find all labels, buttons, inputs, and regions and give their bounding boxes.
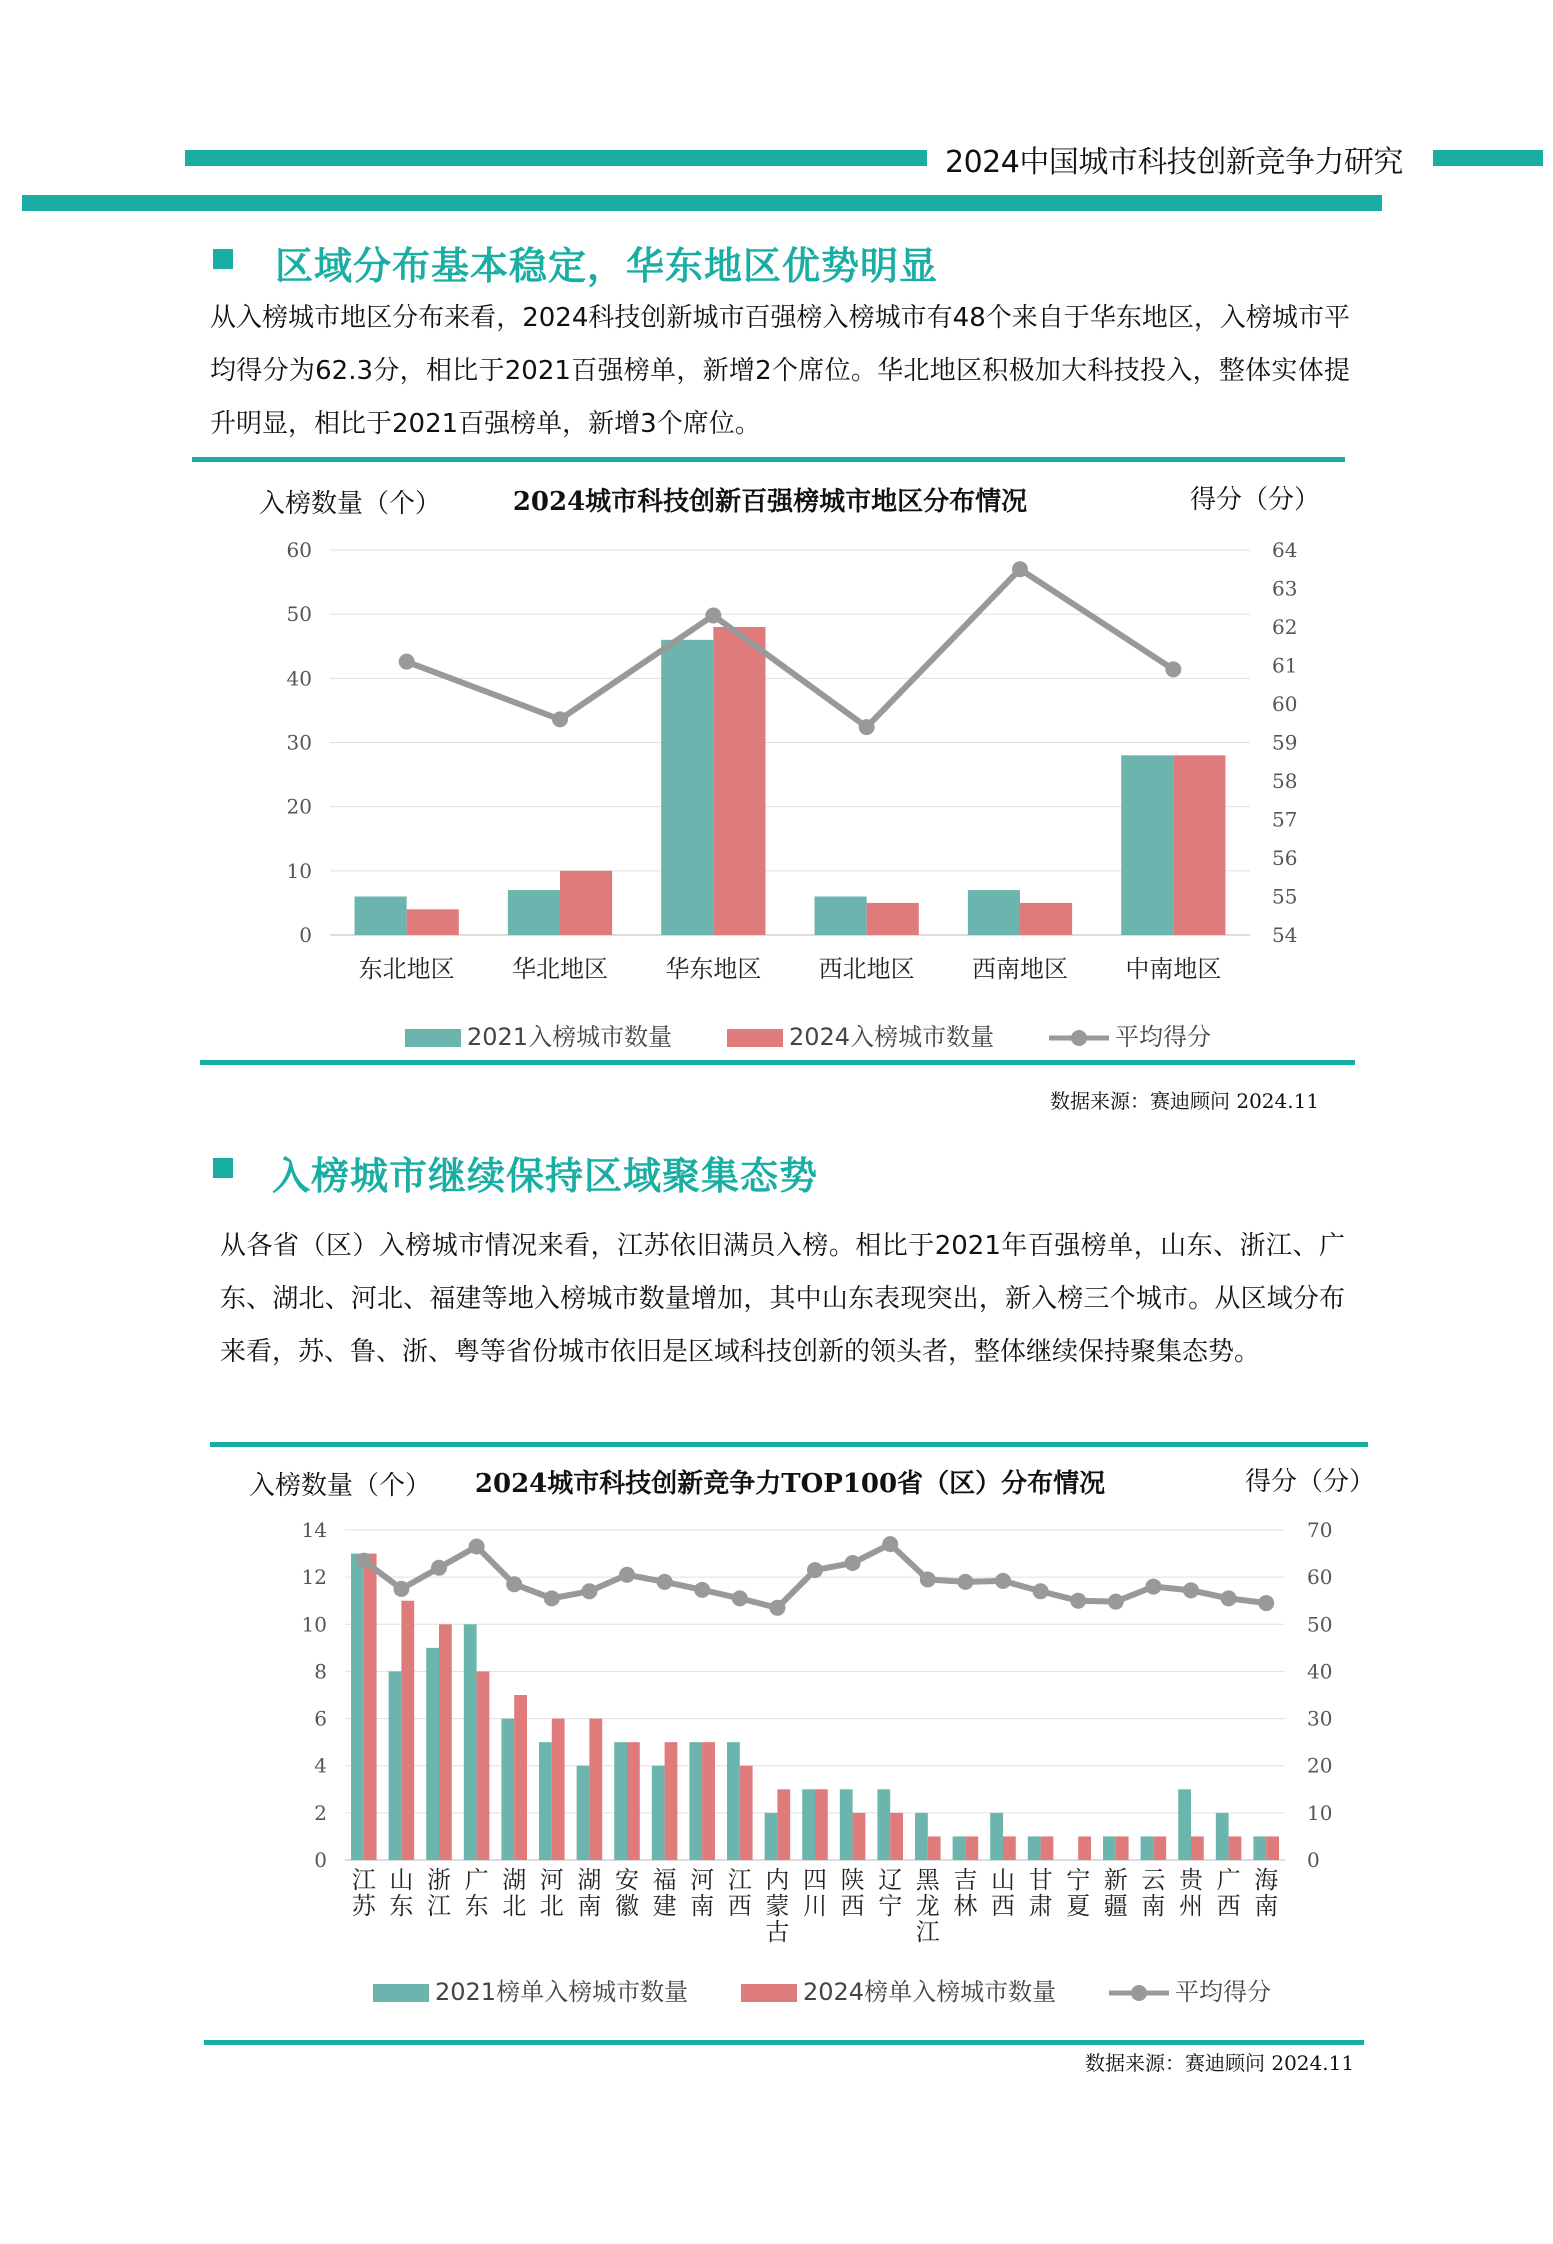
y2-tick-label: 40 <box>1307 1659 1333 1684</box>
average-score-point <box>1145 1579 1161 1595</box>
y2-tick-label: 70 <box>1307 1518 1333 1542</box>
bar-2021 <box>802 1789 815 1860</box>
legend-label-2021: 2021榜单入榜城市数量 <box>435 1978 689 2006</box>
average-score-point <box>859 719 875 735</box>
category-label: 四川 <box>803 1866 827 1920</box>
average-score-point <box>1012 561 1028 577</box>
bar-2024 <box>853 1813 866 1860</box>
bar-2024 <box>552 1719 565 1860</box>
category-label: 广西 <box>1216 1866 1241 1920</box>
y-tick-label: 10 <box>301 1612 327 1637</box>
section2-heading: 入榜城市继续保持区域聚集态势 <box>272 1154 819 1198</box>
average-score-point <box>882 1536 898 1552</box>
bar-2021 <box>1141 1836 1154 1860</box>
category-label: 浙江 <box>427 1866 451 1920</box>
average-score-point <box>581 1583 597 1599</box>
category-label: 安徽 <box>615 1866 639 1920</box>
category-label: 湖北 <box>502 1866 527 1920</box>
bar-2021 <box>727 1742 740 1860</box>
average-score-point <box>995 1573 1011 1589</box>
chart-title: 2024城市科技创新竞争力TOP100省（区）分布情况 <box>474 1469 1106 1499</box>
bar-2021 <box>1178 1789 1191 1860</box>
category-label: 江苏 <box>351 1866 376 1920</box>
legend-swatch-2021 <box>373 1984 429 2002</box>
legend-label-average: 平均得分 <box>1115 1023 1211 1051</box>
chart2-top-rule <box>210 1442 1368 1447</box>
y-tick-label: 14 <box>301 1518 327 1542</box>
bar-2024 <box>777 1789 790 1860</box>
y2-tick-label: 60 <box>1307 1565 1333 1590</box>
chart2-province-distribution <box>0 1450 1553 2045</box>
y2-tick-label: 59 <box>1272 730 1298 755</box>
bar-2021 <box>840 1789 853 1860</box>
average-score-point <box>399 654 415 670</box>
average-score-point <box>1258 1595 1274 1611</box>
bar-2024 <box>364 1554 377 1860</box>
bar-2024 <box>665 1742 678 1860</box>
category-label: 吉林 <box>953 1866 978 1920</box>
bar-2021 <box>915 1813 928 1860</box>
category-label: 海南 <box>1254 1866 1279 1920</box>
bar-2024 <box>1020 903 1072 935</box>
bar-2021 <box>577 1766 590 1860</box>
y2-tick-label: 55 <box>1272 884 1298 909</box>
y-tick-label: 0 <box>299 923 312 947</box>
bar-2021 <box>501 1719 514 1860</box>
bar-2021 <box>355 897 407 936</box>
chart2-source: 数据来源：赛迪顾问 2024.11 <box>1085 2051 1355 2075</box>
y2-tick-label: 64 <box>1272 538 1298 562</box>
average-score-point <box>657 1574 673 1590</box>
category-label: 宁夏 <box>1066 1866 1091 1920</box>
bar-2021 <box>614 1742 627 1860</box>
y2-tick-label: 30 <box>1307 1706 1333 1731</box>
y2-tick-label: 62 <box>1272 615 1298 639</box>
average-score-point <box>957 1574 973 1590</box>
average-score-point <box>732 1590 748 1606</box>
legend-label-2024: 2024入榜城市数量 <box>789 1023 995 1051</box>
category-label: 江西 <box>727 1866 752 1920</box>
bar-2021 <box>953 1836 966 1860</box>
bar-2021 <box>1253 1836 1266 1860</box>
bar-2024 <box>439 1624 452 1860</box>
y2-tick-label: 61 <box>1272 653 1298 678</box>
y2-tick-label: 58 <box>1272 769 1298 793</box>
bar-2024 <box>589 1719 602 1860</box>
category-label: 西南地区 <box>972 955 1068 983</box>
header-title: 2024中国城市科技创新竞争力研究 <box>945 145 1403 180</box>
y-tick-label: 2 <box>314 1800 327 1825</box>
category-label: 新疆 <box>1103 1866 1128 1920</box>
category-label: 河南 <box>690 1866 715 1920</box>
bar-2021 <box>508 890 560 935</box>
section2-heading-bullet <box>213 1158 233 1178</box>
average-score-point <box>356 1553 372 1569</box>
legend-label-2024: 2024榜单入榜城市数量 <box>803 1978 1057 2006</box>
category-label: 陕西 <box>840 1866 865 1920</box>
y2-tick-label: 0 <box>1307 1848 1320 1872</box>
legend-marker-average <box>1131 1985 1147 2001</box>
y-axis-label: 入榜数量（个） <box>258 489 442 519</box>
average-score-point <box>619 1567 635 1583</box>
legend-swatch-2024 <box>727 1029 783 1047</box>
category-label: 黑龙江 <box>915 1866 940 1946</box>
category-label: 湖南 <box>577 1866 602 1920</box>
average-score-point <box>393 1581 409 1597</box>
bar-2021 <box>1121 755 1173 935</box>
bar-2024 <box>713 627 765 935</box>
bar-2021 <box>652 1766 665 1860</box>
section1-heading: 区域分布基本稳定，华东地区优势明显 <box>275 244 939 288</box>
average-score-point <box>552 711 568 727</box>
y-tick-label: 40 <box>286 666 312 691</box>
legend-label-average: 平均得分 <box>1175 1978 1271 2006</box>
bar-2021 <box>990 1813 1003 1860</box>
header-rule-right <box>1433 150 1543 166</box>
category-label: 山西 <box>991 1866 1015 1920</box>
average-score-point <box>1108 1594 1124 1610</box>
average-score-point <box>807 1562 823 1578</box>
y2-tick-label: 20 <box>1307 1753 1333 1778</box>
bar-2024 <box>407 909 459 935</box>
y2-tick-label: 50 <box>1307 1612 1333 1637</box>
header-rule-long <box>22 195 1382 211</box>
average-score-point <box>431 1560 447 1576</box>
category-label: 内蒙古 <box>765 1866 790 1946</box>
average-score-point <box>845 1555 861 1571</box>
y-tick-label: 8 <box>314 1659 327 1684</box>
bar-2021 <box>1028 1836 1041 1860</box>
bar-2021 <box>464 1624 477 1860</box>
bar-2024 <box>477 1671 490 1860</box>
legend-swatch-2021 <box>405 1029 461 1047</box>
bar-2021 <box>539 1742 552 1860</box>
bar-2021 <box>815 897 867 936</box>
bar-2021 <box>426 1648 439 1860</box>
average-score-point <box>469 1539 485 1555</box>
average-score-point <box>1165 661 1181 677</box>
bar-2024 <box>1116 1836 1129 1860</box>
bar-2024 <box>890 1813 903 1860</box>
category-label: 河北 <box>539 1866 564 1920</box>
y-tick-label: 6 <box>314 1706 327 1731</box>
bar-2024 <box>1041 1836 1054 1860</box>
category-label: 甘肃 <box>1028 1866 1053 1920</box>
average-score-line <box>407 569 1174 727</box>
average-score-point <box>705 607 721 623</box>
chart2-bottom-rule <box>204 2040 1364 2045</box>
y2-tick-label: 54 <box>1272 923 1298 947</box>
y-tick-label: 12 <box>301 1565 327 1590</box>
average-score-point <box>1183 1582 1199 1598</box>
bar-2021 <box>661 640 713 935</box>
bar-2024 <box>1003 1836 1016 1860</box>
section1-heading-bullet <box>213 249 233 269</box>
category-label: 山东 <box>389 1866 414 1920</box>
section2-paragraph: 从各省（区）入榜城市情况来看，江苏依旧满员入榜。相比于2021年百强榜单，山东、浙江、广东、湖北、河北、福建等地入榜城市数量增加，其中山东表现突出，新入榜三个城市。从区域分布来看，苏、鲁、浙、粤等省份城市依旧是区域科技创新的领头者，整体继续保持聚集态势。 <box>220 1231 1345 1367</box>
bar-2024 <box>1191 1836 1204 1860</box>
category-label: 华东地区 <box>665 955 762 983</box>
category-label: 贵州 <box>1179 1866 1203 1920</box>
y2-tick-label: 63 <box>1272 576 1298 601</box>
bar-2021 <box>968 890 1020 935</box>
y2-tick-label: 10 <box>1307 1800 1333 1825</box>
chart-title: 2024城市科技创新百强榜城市地区分布情况 <box>512 487 1028 517</box>
section1-paragraph: 从入榜城市地区分布来看，2024科技创新城市百强榜入榜城市有48个来自于华东地区，入榜城市平均得分为62.3分，相比于2021百强榜单，新增2个席位。华北地区积极加大科技投入，整体实体提升明显，相比于2021百强榜单，新增3个席位。 <box>210 303 1350 439</box>
y-tick-label: 60 <box>286 538 312 562</box>
legend-label-2021: 2021入榜城市数量 <box>467 1023 673 1051</box>
average-score-point <box>1070 1593 1086 1609</box>
y2-axis-label: 得分（分） <box>1189 485 1321 515</box>
category-label: 云南 <box>1141 1866 1166 1920</box>
y-tick-label: 20 <box>286 794 312 819</box>
bar-2024 <box>1153 1836 1166 1860</box>
bar-2021 <box>1103 1836 1116 1860</box>
bar-2024 <box>928 1836 941 1860</box>
bar-2024 <box>401 1601 414 1860</box>
bar-2024 <box>1078 1836 1091 1860</box>
category-label: 华北地区 <box>512 955 608 983</box>
category-label: 福建 <box>652 1866 677 1920</box>
bar-2021 <box>877 1789 890 1860</box>
legend-swatch-2024 <box>741 1984 797 2002</box>
y-tick-label: 4 <box>314 1753 327 1778</box>
average-score-point <box>1033 1583 1049 1599</box>
average-score-point <box>544 1590 560 1606</box>
bar-2021 <box>1216 1813 1229 1860</box>
average-score-point <box>1221 1590 1237 1606</box>
average-score-point <box>694 1582 710 1598</box>
chart1-top-rule <box>192 457 1345 462</box>
bar-2024 <box>702 1742 715 1860</box>
bar-2024 <box>965 1836 978 1860</box>
chart1-bottom-rule <box>200 1060 1355 1065</box>
chart1-region-distribution <box>0 465 1553 1065</box>
header-rule-left <box>185 150 927 166</box>
bar-2024 <box>560 871 612 935</box>
y2-tick-label: 60 <box>1272 692 1298 716</box>
y-tick-label: 30 <box>286 730 312 755</box>
category-label: 辽宁 <box>878 1866 903 1920</box>
bar-2024 <box>514 1695 527 1860</box>
category-label: 广东 <box>464 1866 489 1920</box>
average-score-point <box>920 1572 936 1588</box>
bar-2024 <box>740 1766 753 1860</box>
y-tick-label: 10 <box>286 858 312 883</box>
y-tick-label: 0 <box>314 1848 327 1872</box>
y2-tick-label: 56 <box>1272 846 1298 870</box>
bar-2021 <box>351 1554 364 1860</box>
bar-2024 <box>815 1789 828 1860</box>
average-score-point <box>506 1576 522 1592</box>
y2-tick-label: 57 <box>1272 807 1298 832</box>
category-label: 中南地区 <box>1125 955 1222 983</box>
bar-2021 <box>689 1742 702 1860</box>
bar-2024 <box>1229 1836 1242 1860</box>
category-label: 东北地区 <box>358 955 455 983</box>
average-score-point <box>769 1600 785 1616</box>
legend-marker-average <box>1071 1030 1087 1046</box>
bar-2021 <box>765 1813 778 1860</box>
chart1-source: 数据来源：赛迪顾问 2024.11 <box>1050 1089 1320 1113</box>
y-tick-label: 50 <box>286 602 312 627</box>
bar-2024 <box>1173 755 1225 935</box>
bar-2021 <box>389 1671 402 1860</box>
bar-2024 <box>867 903 919 935</box>
category-label: 西北地区 <box>818 955 915 983</box>
bar-2024 <box>627 1742 640 1860</box>
bar-2024 <box>1266 1836 1279 1860</box>
y-axis-label: 入榜数量（个） <box>248 1471 432 1501</box>
y2-axis-label: 得分（分） <box>1244 1467 1376 1497</box>
